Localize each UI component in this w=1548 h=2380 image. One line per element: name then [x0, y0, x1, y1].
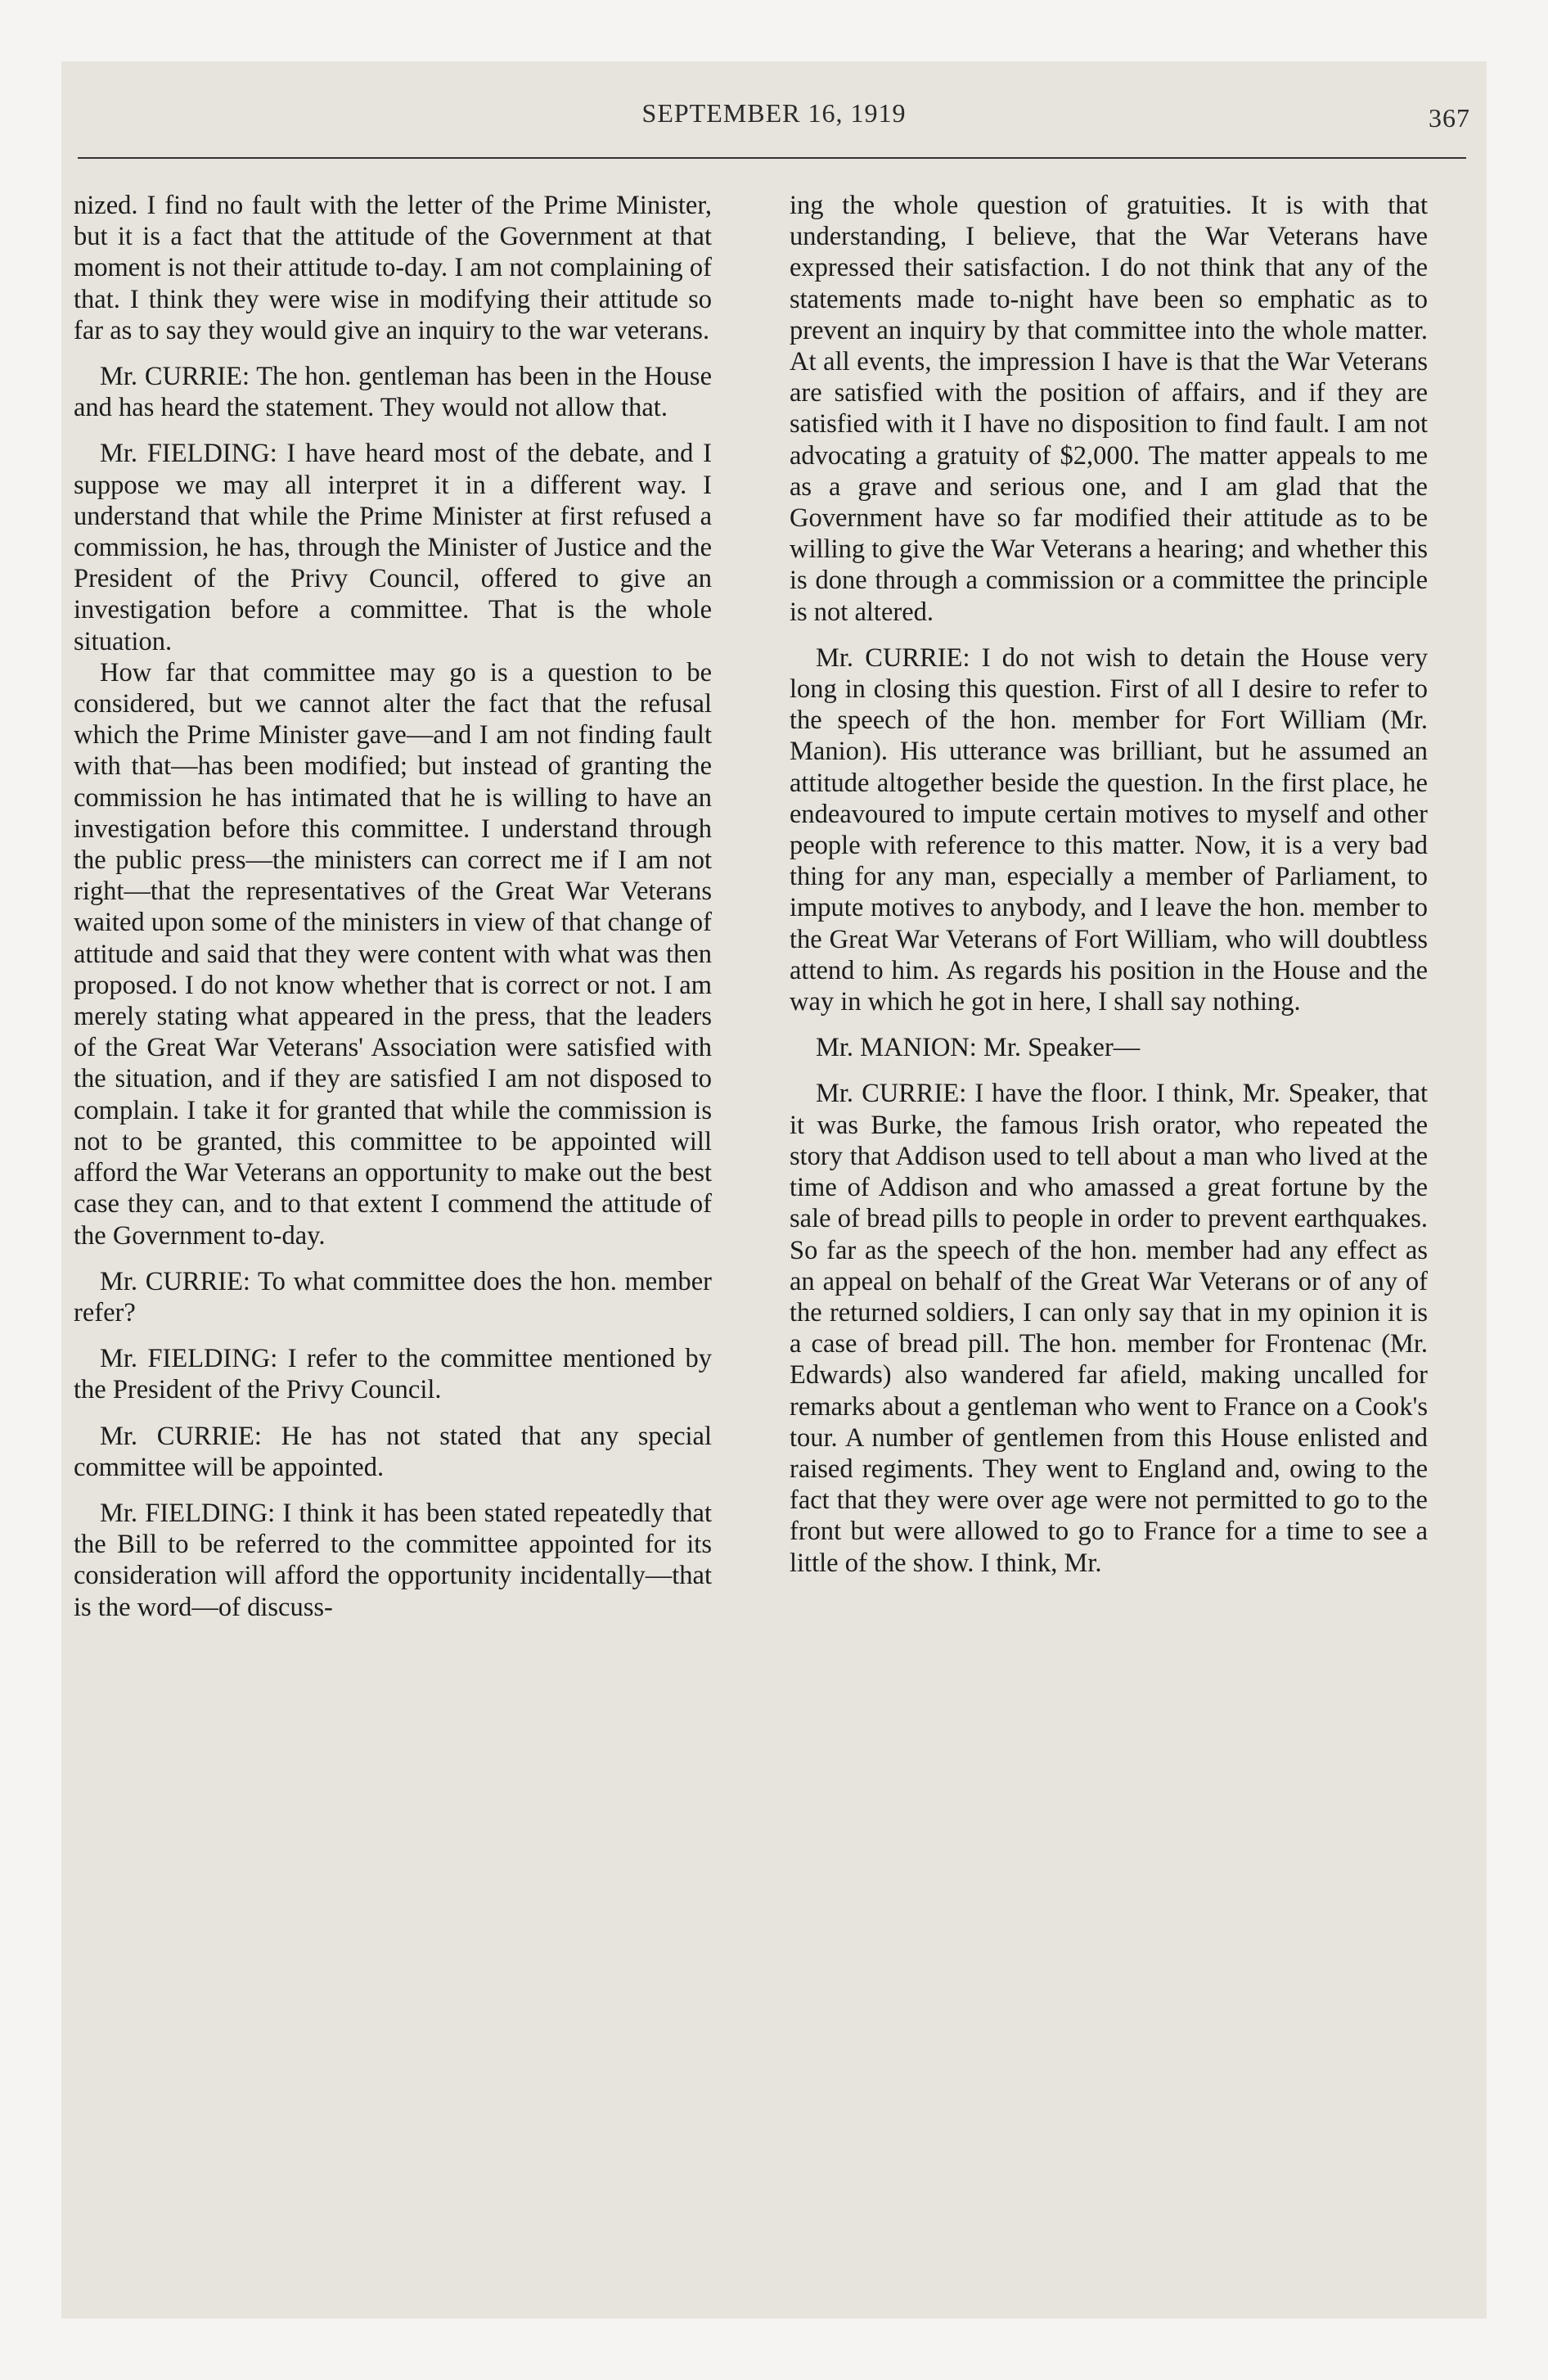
header-date: SEPTEMBER 16, 1919 [641, 98, 907, 128]
paragraph: nized. I find no fault with the letter of the Prime Minister, but it is a fact that the attitude of the Government at that moment is not their attitude to-day. I am not complaining of that. I think they were wise in modifying their attitude so far as to say they would give an inquiry to the war veterans. [74, 191, 712, 345]
paragraph: Mr. CURRIE: The hon. gentleman has been in the House and has heard the statement. They would not allow that. [74, 362, 712, 423]
paragraph: Mr. CURRIE: To what committee does the hon. member refer? [74, 1266, 712, 1327]
header-rule [78, 157, 1466, 159]
paragraph: Mr. CURRIE: I do not wish to detain the House very long in closing this question. First of all I desire to refer to the speech of the hon. member for Fort William (Mr. Manion). His utterance was brilliant, but he assumed an attitude altogether beside the question. In the first place, he endeavoured to impute certain motives to myself and other people with reference to this matter. Now, it is a very bad thing for any man, especially a member of Parliament, to impute motives to anybody, and I leave the hon. member to the Great War Veterans of Fort William, who will doubtless attend to him. As regards his position in the House and the way in which he got in here, I shall say nothing. [790, 642, 1428, 1017]
paragraph: How far that committee may go is a question to be considered, but we cannot alter the fact that the refusal which the Prime Minister gave—and I am not finding fault with that—has been modified; but instead of granting the commission he has intimated that he is willing to have an investigation before this committee. I understand through the public press—the ministers can correct me if I am not right—that the representatives of the Great War Veterans waited upon some of the ministers in view of that change of attitude and said that they were content with what was then proposed. I do not know whether that is correct or not. I am merely stating what appeared in the press, that the leaders of the Great War Veterans' Association were satisfied with the situation, and if they are satisfied I am not disposed to complain. I take it for granted that while the commission is not to be granted, this committee to be appointed will afford the War Veterans an opportunity to make out the best case they can, and to that extent I commend the attitude of the Government to-day. [74, 657, 712, 1251]
paragraph: Mr. CURRIE: He has not stated that any special committee will be appointed. [74, 1421, 712, 1482]
paragraph: Mr. FIELDING: I have heard most of the debate, and I suppose we may all interpret it in a different way. I understand that while the Prime Minister at first refused a commission, he has, through the Minister of Justice and the President of the Privy Council, offered to give an investigation before a committee. That is the whole situation. [74, 439, 712, 656]
paragraph: Mr. CURRIE: I have the floor. I think, Mr. Speaker, that it was Burke, the famous Irish orator, who repeated the story that Addison used to tell about a man who lived at the time of Addison and who amassed a great fortune by the sale of bread pills to people in order to prevent earthquakes. So far as the speech of the hon. member had any effect as an appeal on behalf of the Great War Veterans or of any of the returned soldiers, I can only say that in my opinion it is a case of bread pill. The hon. member for Frontenac (Mr. Edwards) also wandered far afield, making uncalled for remarks about a gentleman who went to France on a Cook's tour. A number of gentlemen from this House enlisted and raised regiments. They went to England and, owing to the fact that they were over age were not permitted to go to the front but were allowed to go to France for a time to see a little of the show. I think, Mr. [790, 1079, 1428, 1578]
right-column [790, 190, 1428, 1579]
paragraph: Mr. FIELDING: I refer to the committee mentioned by the President of the Privy Council. [74, 1344, 712, 1405]
left-column [74, 190, 712, 1623]
paragraph: Mr. MANION: Mr. Speaker— [816, 1033, 1141, 1063]
paragraph: Mr. FIELDING: I think it has been stated repeatedly that the Bill to be referred to the committee appointed for its consideration will afford the opportunity incidentally—that is the word—of discuss- [74, 1498, 712, 1622]
page-header [78, 98, 1470, 147]
page-number: 367 [1429, 103, 1470, 133]
paragraph: ing the whole question of gratuities. It is with that understanding, I believe, that the War Veterans have expressed their satisfaction. I do not think that any of the statements made to-night have been so emphatic as to prevent an inquiry by that committee into the whole matter. At all events, the impression I have is that the War Veterans are satisfied with the position of affairs, and if they are satisfied with it I have no disposition to find fault. I am not advocating a gratuity of $2,000. The matter appeals to me as a grave and serious one, and I am glad that the Government have so far modified their attitude as to be willing to give the War Veterans a hearing; and whether this is done through a commission or a committee the principle is not altered. [790, 191, 1428, 627]
